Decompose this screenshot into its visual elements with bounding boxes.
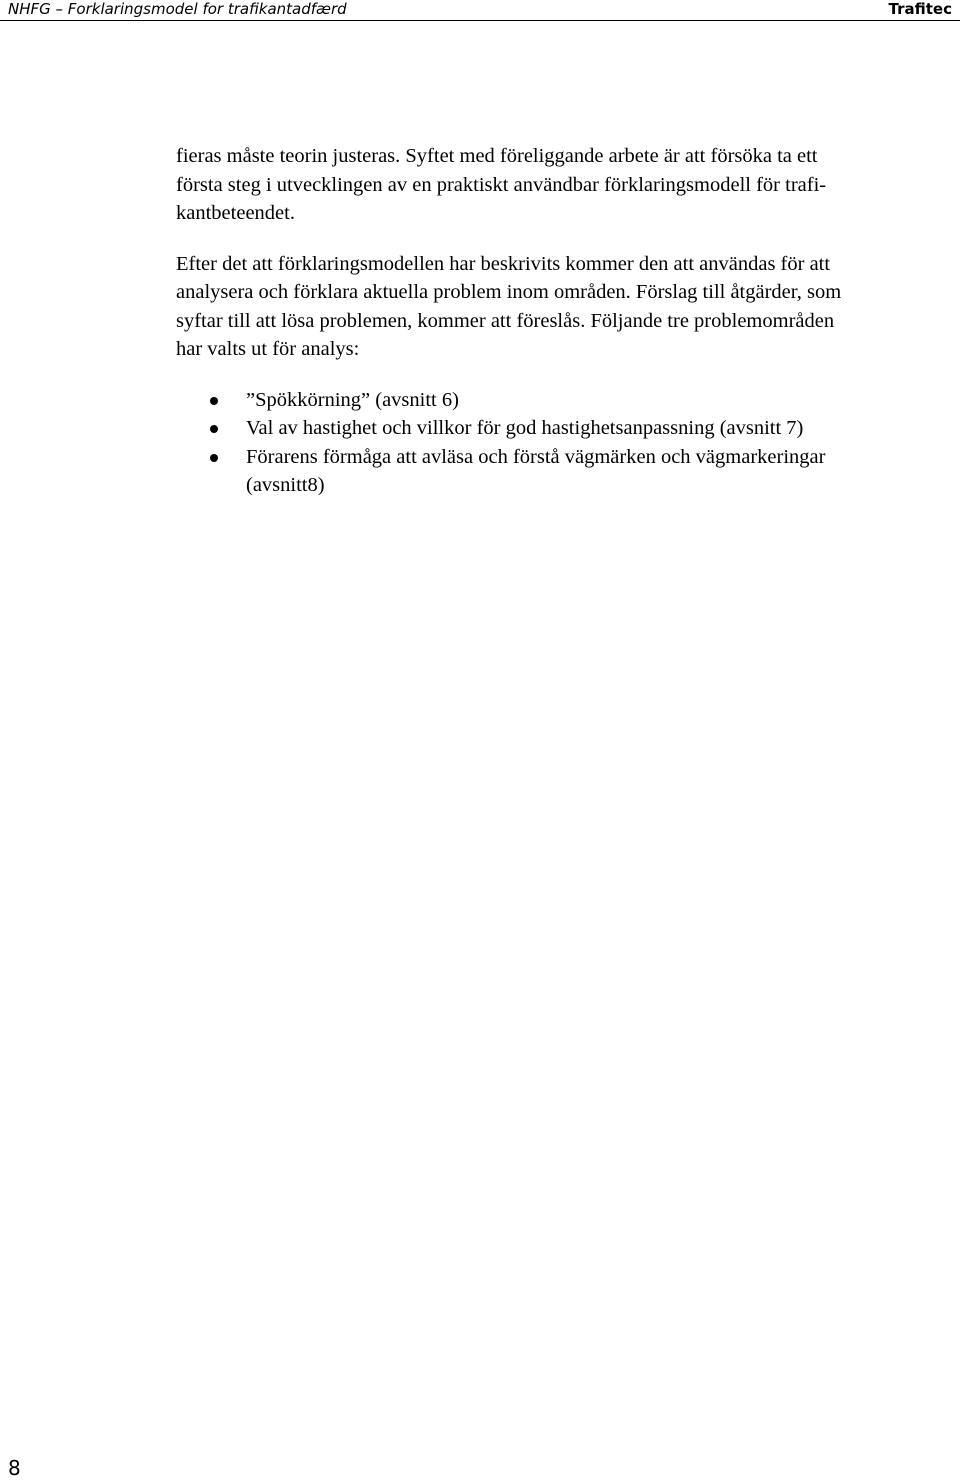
page-header bbox=[0, 0, 960, 21]
paragraph-spacer bbox=[176, 228, 946, 250]
list-item-text: Val av hastighet och villkor för god hastighetsanpassning (avsnitt 7) bbox=[246, 417, 804, 439]
problem-area-list bbox=[176, 386, 946, 500]
page-number: 8 bbox=[8, 1456, 21, 1480]
header-document-title: NHFG – Forklaringsmodel for trafikantadfærd bbox=[8, 0, 347, 18]
bullet-icon bbox=[210, 425, 218, 433]
list-item-text: ”Spökkörning” (avsnitt 6) bbox=[246, 388, 459, 411]
paragraph-1 bbox=[176, 142, 946, 228]
paragraph-line: fieras måste teorin justeras. Syftet med föreliggande arbete är att försöka ta ett bbox=[176, 145, 818, 167]
bullet-icon bbox=[210, 397, 218, 405]
list-item-text: Förarens förmåga att avläsa och förstå vägmärken och vägmarkeringar bbox=[246, 445, 826, 468]
paragraph-line: har valts ut för analys: bbox=[176, 338, 360, 360]
paragraph-line: Efter det att förklaringsmodellen har beskrivits kommer den att användas för att bbox=[176, 252, 831, 275]
list-item bbox=[176, 443, 946, 472]
paragraph-2 bbox=[176, 250, 946, 364]
paragraph-line: kantbeteendet. bbox=[176, 202, 295, 224]
header-divider bbox=[0, 20, 960, 21]
list-item-text: (avsnitt8) bbox=[246, 474, 325, 496]
document-body bbox=[176, 142, 946, 500]
paragraph-line: syftar till att lösa problemen, kommer att föreslås. Följande tre problemområden bbox=[176, 309, 835, 332]
header-organization: Trafitec bbox=[888, 0, 952, 18]
list-item bbox=[176, 386, 946, 415]
list-item bbox=[176, 414, 946, 443]
list-item-continuation bbox=[176, 471, 946, 500]
bullet-icon bbox=[210, 454, 218, 462]
paragraph-line: första steg i utvecklingen av en praktiskt användbar förklaringsmodell för trafi- bbox=[176, 173, 827, 196]
paragraph-line: analysera och förklara aktuella problem inom områden. Förslag till åtgärder, som bbox=[176, 281, 842, 303]
paragraph-spacer bbox=[176, 364, 946, 386]
